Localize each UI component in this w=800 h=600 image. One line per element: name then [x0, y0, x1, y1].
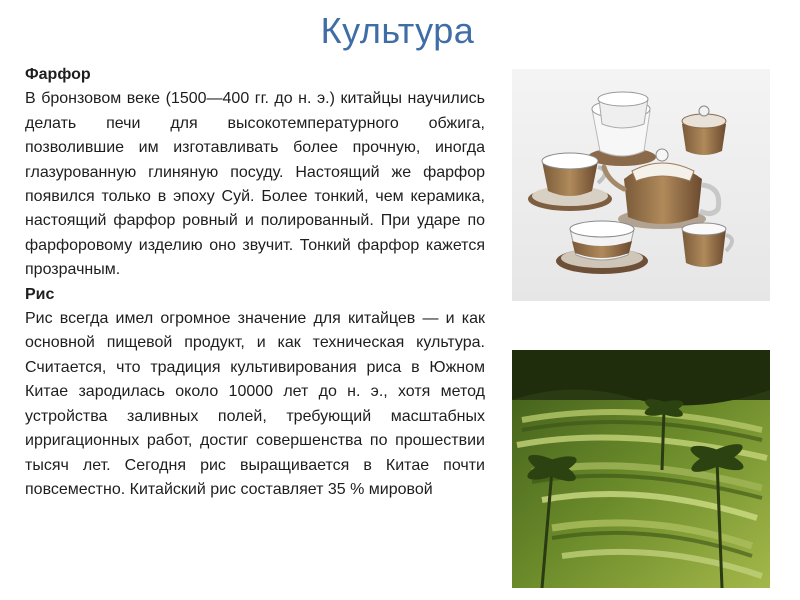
slide-title: Культура	[320, 10, 475, 51]
porcelain-heading: Фарфор	[25, 66, 91, 83]
porcelain-paragraph: В бронзовом веке (1500—400 гг. до н. э.) китайцы научились делать печи для высокотемпературного обжига, позволившие им изготавливать более прочную, иногда глазурованную глиняную посуду. Настоящий же фарфор появился только в эпоху Суй. Более тонкий, чем керамика, настоящий фарфор ровный и полированный. При ударе по фарфоровому изделию оно звучит. Тонкий фарфор кажется прозрачным.	[25, 90, 485, 279]
porcelain-tea-set-photo	[512, 69, 770, 301]
porcelain-photo-graphic	[512, 69, 770, 301]
rice-paragraph: Рис всегда имел огромное значение для китайцев — и как основной пищевой продукт, и как техническая культура. Считается, что традиция культивирования риса в Южном Китае зародилась около 10000 лет до н. э., хотя метод устройства заливных полей, требующий масштабных ирригационных работ, достиг совершенства по прошествии тысяч лет. Сегодня рис выращивается в Китае почти повсеместно. Китайский рис составляет 35 % мировой	[25, 310, 485, 498]
rice-heading: Рис	[25, 285, 55, 303]
rice-photo-graphic	[512, 350, 770, 588]
rice-terraces-photo	[512, 350, 770, 588]
text-body	[25, 63, 485, 502]
